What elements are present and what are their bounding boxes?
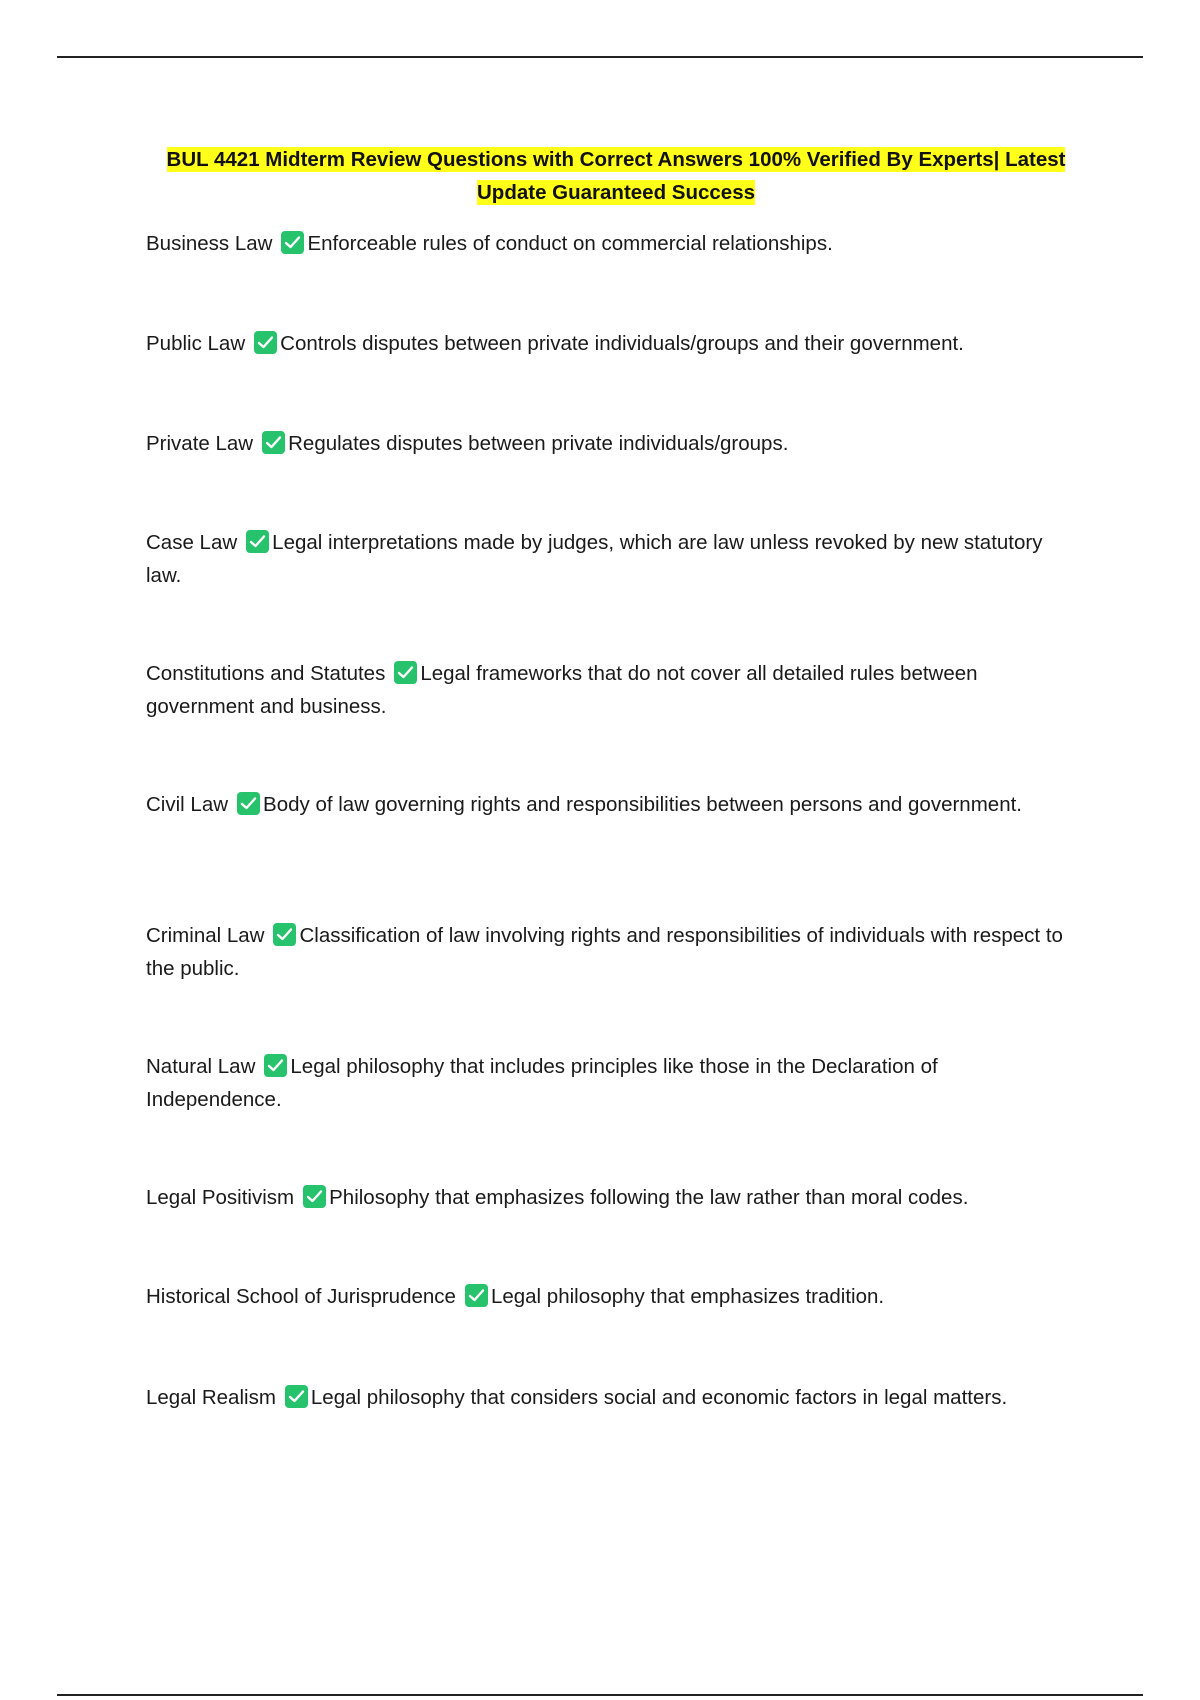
qa-term: Criminal Law	[146, 924, 265, 947]
qa-definition: Regulates disputes between private individuals/groups.	[288, 432, 789, 455]
qa-term: Public Law	[146, 332, 246, 355]
qa-definition: Philosophy that emphasizes following the law rather than moral codes.	[329, 1186, 969, 1209]
qa-item	[146, 1181, 1076, 1214]
qa-item	[146, 526, 1076, 592]
qa-term: Civil Law	[146, 793, 229, 816]
check-icon	[246, 530, 269, 553]
check-icon	[264, 1054, 287, 1077]
qa-term: Constitutions and Statutes	[146, 662, 386, 685]
qa-definition: Controls disputes between private individuals/groups and their government.	[280, 332, 964, 355]
qa-term: Natural Law	[146, 1055, 256, 1078]
qa-term: Case Law	[146, 531, 238, 554]
qa-term: Private Law	[146, 432, 254, 455]
qa-item	[146, 919, 1076, 985]
check-icon	[273, 923, 296, 946]
check-icon	[281, 231, 304, 254]
qa-item	[146, 788, 1076, 821]
qa-definition: Legal philosophy that considers social and economic factors in legal matters.	[310, 1386, 1008, 1409]
qa-item	[146, 427, 1076, 460]
title-highlight: BUL 4421 Midterm Review Questions with Correct Answers 100% Verified By Experts| Latest Update Guaranteed Success	[166, 148, 1066, 204]
qa-term: Business Law	[146, 232, 273, 255]
bottom-rule	[57, 1694, 1143, 1696]
qa-item	[146, 227, 1076, 260]
check-icon	[262, 431, 285, 454]
check-icon	[394, 661, 417, 684]
qa-definition: Legal philosophy that includes principles like those in the Declaration of Independence.	[146, 1055, 938, 1111]
qa-definition: Classification of law involving rights and responsibilities of individuals with respect to the public.	[146, 924, 1063, 980]
qa-item	[146, 1050, 1076, 1116]
check-icon	[303, 1185, 326, 1208]
qa-item	[146, 1280, 1076, 1313]
qa-definition: Legal philosophy that emphasizes tradition.	[490, 1285, 885, 1308]
qa-term: Historical School of Jurisprudence	[146, 1285, 456, 1308]
qa-item	[146, 657, 1076, 723]
qa-item	[146, 1381, 1076, 1414]
qa-term: Legal Realism	[146, 1386, 276, 1409]
check-icon	[465, 1284, 488, 1307]
qa-term: Legal Positivism	[146, 1186, 295, 1209]
check-icon	[254, 331, 277, 354]
qa-definition: Legal frameworks that do not cover all detailed rules between government and business.	[146, 662, 978, 718]
top-rule	[57, 56, 1143, 58]
qa-item	[146, 327, 1076, 360]
qa-definition: Body of law governing rights and responsibilities between persons and government.	[263, 793, 1022, 816]
qa-definition: Enforceable rules of conduct on commercial relationships.	[307, 232, 833, 255]
check-icon	[237, 792, 260, 815]
page-title	[146, 143, 1086, 209]
qa-definition: Legal interpretations made by judges, which are law unless revoked by new statutory law.	[146, 531, 1043, 587]
check-icon	[285, 1385, 308, 1408]
